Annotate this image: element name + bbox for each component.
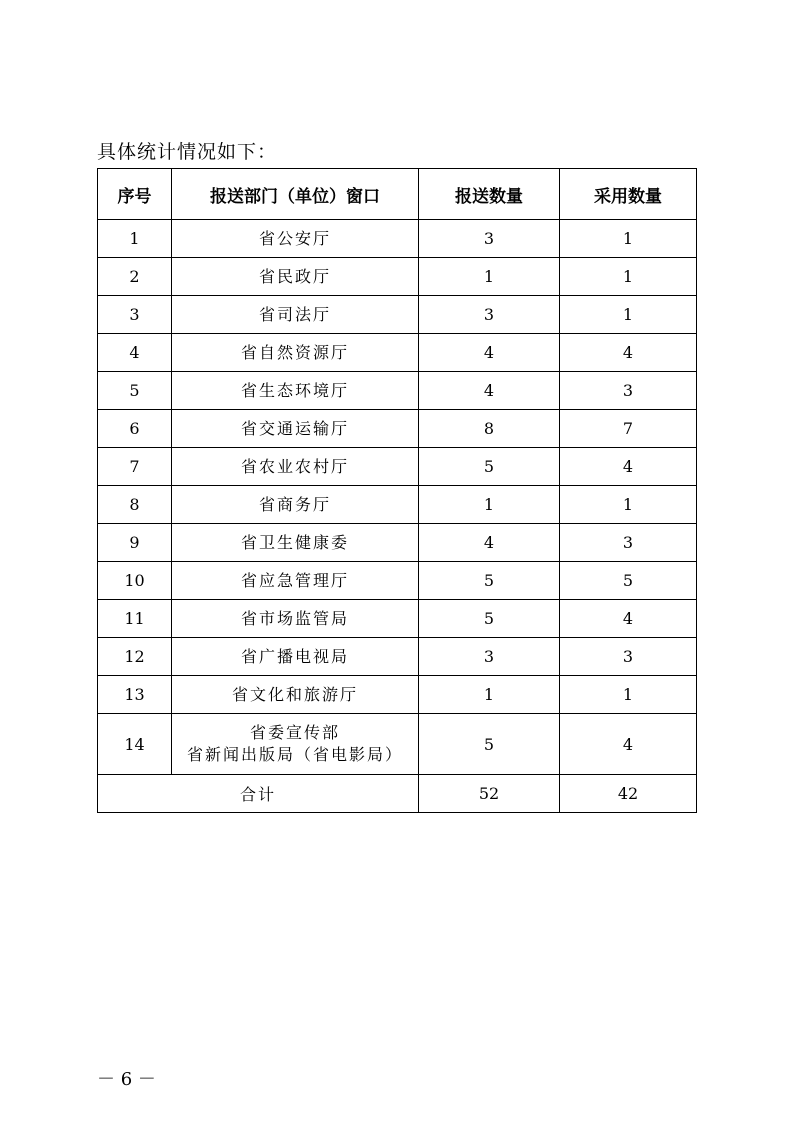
row-adopted: 1 <box>560 258 697 296</box>
row-adopted: 1 <box>560 486 697 524</box>
row-index: 10 <box>98 562 172 600</box>
row-index: 3 <box>98 296 172 334</box>
row-department <box>172 258 419 296</box>
row-department <box>172 334 419 372</box>
row-index: 14 <box>98 714 172 775</box>
department-line: 省委宣传部 <box>249 723 340 742</box>
table-footer <box>98 775 697 813</box>
row-department <box>172 562 419 600</box>
row-submitted: 1 <box>419 676 560 714</box>
header-submitted: 报送数量 <box>419 169 560 220</box>
department-line: 省交通运输厅 <box>240 418 349 438</box>
row-department <box>172 714 419 775</box>
row-department <box>172 524 419 562</box>
row-adopted: 1 <box>560 296 697 334</box>
department-line: 省应急管理厅 <box>240 570 349 590</box>
header-row <box>98 169 697 220</box>
row-index: 6 <box>98 410 172 448</box>
department-line: 省卫生健康委 <box>240 532 349 552</box>
row-index: 9 <box>98 524 172 562</box>
intro-text: 具体统计情况如下： <box>97 141 278 163</box>
row-index: 2 <box>98 258 172 296</box>
row-submitted: 3 <box>419 296 560 334</box>
total-adopted: 42 <box>560 775 697 813</box>
row-index: 1 <box>98 220 172 258</box>
row-submitted: 3 <box>419 638 560 676</box>
row-adopted: 3 <box>560 638 697 676</box>
row-submitted: 5 <box>419 448 560 486</box>
row-department <box>172 600 419 638</box>
row-index: 11 <box>98 600 172 638</box>
row-submitted: 5 <box>419 562 560 600</box>
total-label: 合计 <box>98 775 419 813</box>
row-index: 4 <box>98 334 172 372</box>
row-adopted: 1 <box>560 676 697 714</box>
department-line: 省生态环境厅 <box>240 380 349 400</box>
table-row <box>98 638 697 676</box>
row-adopted: 3 <box>560 372 697 410</box>
row-department <box>172 372 419 410</box>
table-row <box>98 296 697 334</box>
row-department <box>172 676 419 714</box>
statistics-table <box>97 168 697 813</box>
department-line: 省公安厅 <box>258 228 331 248</box>
row-index: 8 <box>98 486 172 524</box>
row-submitted: 4 <box>419 524 560 562</box>
total-row <box>98 775 697 813</box>
department-line: 省民政厅 <box>258 266 331 286</box>
header-index: 序号 <box>98 169 172 220</box>
row-department <box>172 486 419 524</box>
table-row <box>98 676 697 714</box>
row-adopted: 4 <box>560 600 697 638</box>
row-index: 12 <box>98 638 172 676</box>
department-line: 省广播电视局 <box>240 646 349 666</box>
table-row <box>98 258 697 296</box>
table-row <box>98 448 697 486</box>
table-body <box>98 220 697 775</box>
department-line: 省农业农村厅 <box>240 456 349 476</box>
table-row <box>98 562 697 600</box>
table-row <box>98 714 697 775</box>
row-index: 7 <box>98 448 172 486</box>
table-header <box>98 169 697 220</box>
row-adopted: 7 <box>560 410 697 448</box>
table-row <box>98 372 697 410</box>
row-submitted: 1 <box>419 258 560 296</box>
department-line: 省文化和旅游厅 <box>231 684 358 704</box>
table-row <box>98 334 697 372</box>
row-submitted: 1 <box>419 486 560 524</box>
page-number: － 6 － <box>97 1069 156 1090</box>
table-row <box>98 220 697 258</box>
row-adopted: 3 <box>560 524 697 562</box>
department-line: 省自然资源厅 <box>240 342 349 362</box>
row-department <box>172 410 419 448</box>
table-row <box>98 486 697 524</box>
department-line: 省商务厅 <box>258 494 331 514</box>
table-row <box>98 524 697 562</box>
row-index: 13 <box>98 676 172 714</box>
row-submitted: 5 <box>419 714 560 775</box>
row-submitted: 5 <box>419 600 560 638</box>
row-submitted: 3 <box>419 220 560 258</box>
row-index: 5 <box>98 372 172 410</box>
header-department: 报送部门（单位）窗口 <box>172 169 419 220</box>
row-submitted: 4 <box>419 334 560 372</box>
row-submitted: 4 <box>419 372 560 410</box>
row-department <box>172 220 419 258</box>
total-submitted: 52 <box>419 775 560 813</box>
row-adopted: 4 <box>560 714 697 775</box>
header-adopted: 采用数量 <box>560 169 697 220</box>
table-row <box>98 410 697 448</box>
row-adopted: 1 <box>560 220 697 258</box>
row-adopted: 4 <box>560 448 697 486</box>
department-line: 省司法厅 <box>258 304 331 324</box>
department-line: 省新闻出版局（省电影局） <box>186 745 403 764</box>
row-department <box>172 296 419 334</box>
department-line: 省市场监管局 <box>240 608 349 628</box>
row-adopted: 5 <box>560 562 697 600</box>
row-adopted: 4 <box>560 334 697 372</box>
row-submitted: 8 <box>419 410 560 448</box>
row-department <box>172 448 419 486</box>
table-row <box>98 600 697 638</box>
row-department <box>172 638 419 676</box>
